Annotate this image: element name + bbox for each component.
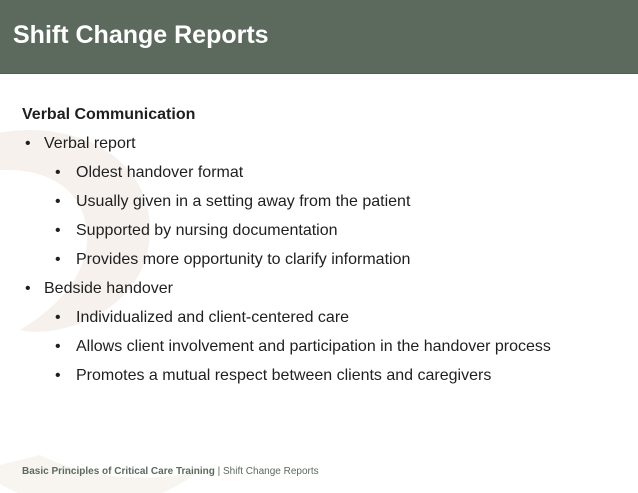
- bullet-dot: •: [55, 251, 61, 268]
- bullet-item: [22, 335, 622, 359]
- slide-title: Shift Change Reports: [13, 21, 269, 49]
- bullet-list: [22, 132, 622, 388]
- footer-separator: |: [214, 466, 223, 477]
- bullet-item: [22, 190, 622, 214]
- bullet-dot: •: [25, 135, 31, 152]
- footer-course: Basic Principles of Critical Care Training: [22, 466, 215, 477]
- bullet-dot: •: [55, 222, 61, 239]
- bullet-text: Bedside handover: [44, 280, 173, 297]
- bullet-dot: •: [55, 338, 61, 355]
- bullet-dot: •: [55, 193, 61, 210]
- bullet-text: Provides more opportunity to clarify information: [76, 251, 411, 268]
- footer: [22, 465, 319, 479]
- bullet-text: Individualized and client-centered care: [76, 309, 350, 326]
- footer-topic: Shift Change Reports: [223, 466, 319, 477]
- bullet-text: Usually given in a setting away from the patient: [76, 193, 411, 210]
- bullet-item: [22, 277, 622, 301]
- bullet-item: [22, 219, 622, 243]
- title-bar: [0, 0, 638, 74]
- bullet-dot: •: [55, 309, 61, 326]
- slide-content: [22, 103, 622, 393]
- bullet-text: Promotes a mutual respect between clients and caregivers: [76, 367, 492, 384]
- bullet-dot: •: [55, 164, 61, 181]
- bullet-item: [22, 306, 622, 330]
- bullet-dot: •: [25, 280, 31, 297]
- bullet-item: [22, 248, 622, 272]
- bullet-text: Supported by nursing documentation: [76, 222, 338, 239]
- bullet-item: [22, 364, 622, 388]
- bullet-item: [22, 161, 622, 185]
- bullet-text: Allows client involvement and participation in the handover process: [76, 338, 551, 355]
- bullet-text: Verbal report: [44, 135, 136, 152]
- bullet-dot: •: [55, 367, 61, 384]
- bullet-item: [22, 132, 622, 156]
- section-heading: Verbal Communication: [22, 106, 196, 123]
- bullet-text: Oldest handover format: [76, 164, 244, 181]
